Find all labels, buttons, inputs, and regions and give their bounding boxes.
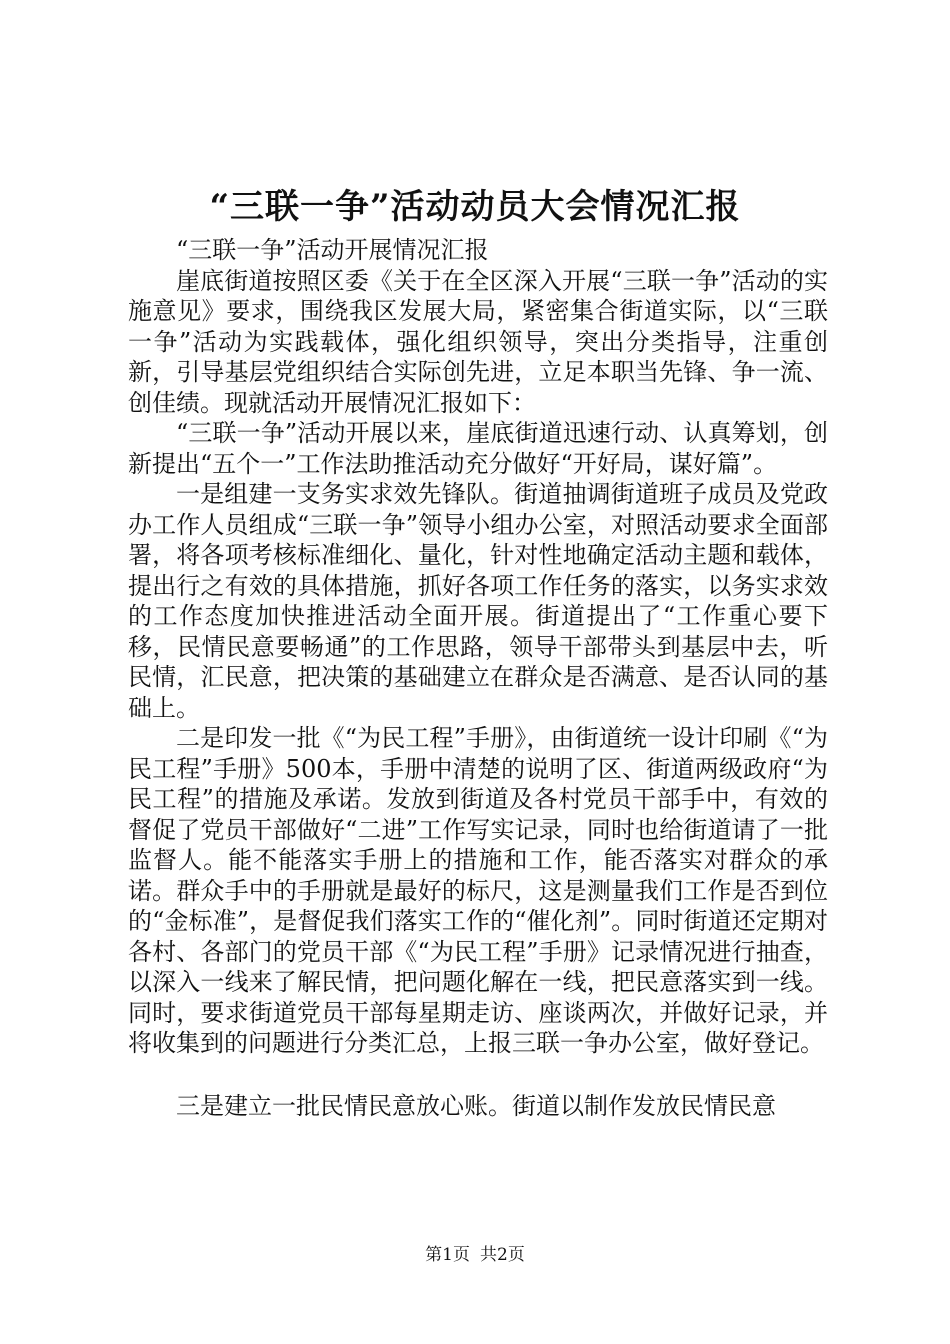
document-body <box>128 235 828 1121</box>
paragraph-item-one: 一是组建一支务实求效先锋队。街道抽调街道班子成员及党政办工作人员组成“三联一争”领导小组办公室，对照活动要求全面部署，将各项考核标准细化、量化，针对性地确定活动主题和载体，提出行之有效的具体措施，抓好各项工作任务的落实，以务实求效的工作态度加快推进活动全面开展。街道提出了“工作重心要下移，民情民意要畅通”的工作思路，领导干部带头到基层中去，听民情，汇民意，把决策的基础建立在群众是否满意、是否认同的基础上。 <box>128 480 828 722</box>
page-number: 第1页 <box>425 1245 470 1265</box>
paragraph-overview: “三联一争”活动开展以来，崖底街道迅速行动、认真筹划，创新提出“五个一”工作法助推活动充分做好“开好局，谋好篇”。 <box>128 419 828 478</box>
paragraph-item-two: 二是印发一批《“为民工程”手册》，由街道统一设计印刷《“为民工程”手册》500本，手册中清楚的说明了区、街道两级政府“为民工程”的措施及承诺。发放到街道及各村党员干部手中，有效的督促了党员干部做好“二进”工作写实记录，同时也给街道请了一批监督人。能不能落实手册上的措施和工作，能否落实对群众的承诺。群众手中的手册就是最好的标尺，这是测量我们工作是否到位的“金标准”，是督促我们落实工作的“催化剂”。同时街道还定期对各村、各部门的党员干部《“为民工程”手册》记录情况进行抽查，以深入一线来了解民情，把问题化解在一线，把民意落实到一线。同时，要求街道党员干部每星期走访、座谈两次，并做好记录，并将收集到的问题进行分类汇总，上报三联一争办公室，做好登记。 <box>128 724 828 1057</box>
page-footer <box>0 1243 950 1267</box>
paragraph-item-three: 三是建立一批民情民意放心账。街道以制作发放民情民意 <box>176 1091 776 1120</box>
paragraph-subtitle: “三联一争”活动开展情况汇报 <box>176 236 489 264</box>
paragraph-intro: 崖底街道按照区委《关于在全区深入开展“三联一争”活动的实施意见》要求，围绕我区发展大局，紧密集合街道实际，以“三联一争”活动为实践载体，强化组织领导，突出分类指导，注重创新，引导基层党组织结合实际创先进，立足本职当先锋、争一流、创佳绩。现就活动开展情况汇报如下： <box>128 266 828 417</box>
page-total: 共2页 <box>480 1245 525 1265</box>
document-title: “三联一争”活动动员大会情况汇报 <box>209 187 741 227</box>
